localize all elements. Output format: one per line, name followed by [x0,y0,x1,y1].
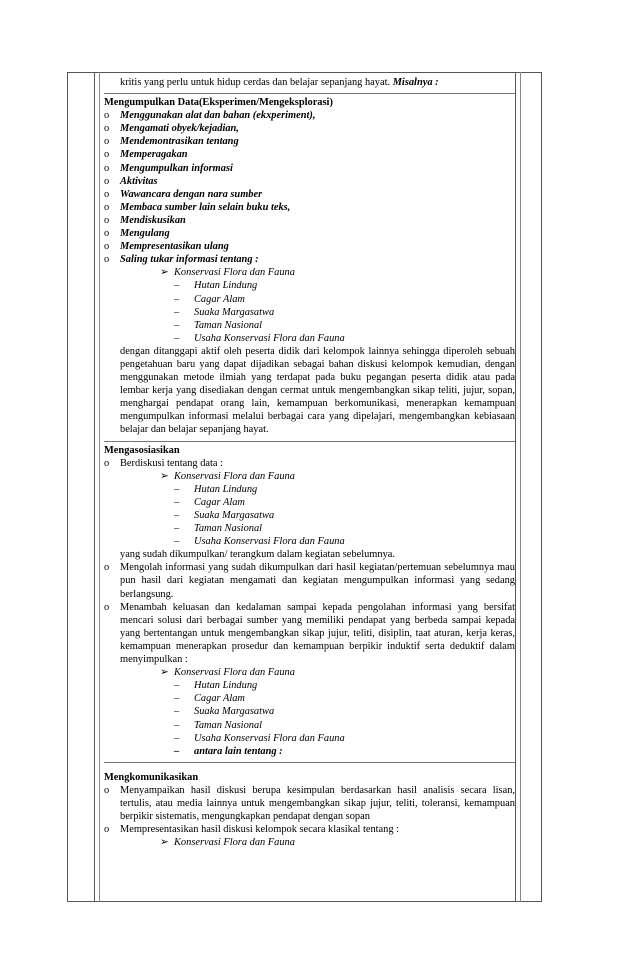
topic-item: ➢ Konservasi Flora dan Fauna [160,837,295,849]
subtopic-item: – Suaka Margasatwa [174,510,275,521]
subtopic-item: – Cagar Alam [174,693,245,705]
list-item: o Mempresentasikan hasil diskusi kelompok secara klasikal tentang : [104,824,400,836]
section-paragraph: dengan ditanggapi aktif oleh peserta didik dari kelompok lainnya sehingga diperoleh sebuah pengetahuan baru yang dapat dijadikan sebagai bahan diskusi kelompok kemudian, dengan menggunakan metode ilmiah yang terdapat pada buku pegangan peserta didik atau pada lembar kerja yang disediakan dengan cermat untuk mengembangkan sikap teliti, jujur, sopan, menghargai pendapat orang lain, kemampuan berkomunikasi, menerapkan kemampuan mengumpulkan informasi melalui berbagai cara yang dipelajari, mengembangkan kebiasaan belajar dan belajar sepanjang hayat. [120,345,515,436]
activity-content [104,76,515,853]
dash-bullet-icon: – [174,536,180,548]
intro-section [104,76,515,94]
topic-item: ➢ Konservasi Flora dan Fauna [160,267,295,279]
list-item: o Mengulang [104,228,170,240]
closing-item: – antara lain tentang : [174,745,283,757]
bullet-icon: o [104,162,110,174]
dash-bullet-icon: – [174,706,180,718]
arrow-bullet-icon: ➢ [160,267,169,279]
section-mengumpulkan-data [104,94,515,441]
subtopic-item: – Suaka Margasatwa [174,706,275,718]
subtopic-list [104,679,515,744]
bullet-icon: o [104,136,110,148]
list-item: o Menggunakan alat dan bahan (ekxperiment), [104,110,316,122]
table-left-column [67,72,95,902]
cell-right-border [520,72,521,902]
list-item: o Mendiskusikan [104,214,186,226]
intro-line: kritis yang perlu untuk hidup cerdas dan belajar sepanjang hayat. Misalnya : [120,77,439,88]
bullet-icon: o [104,241,110,253]
subtopic-item: – Hutan Lindung [174,483,258,495]
topic-item: ➢ Konservasi Flora dan Fauna [160,470,295,482]
dash-bullet-icon: – [174,306,180,318]
topic-item: ➢ Konservasi Flora dan Fauna [160,667,295,679]
bullet-icon: o [104,562,110,574]
list-item: o Membaca sumber lain selain buku teks, [104,201,291,213]
section-title: Mengumpulkan Data(Eksperimen/Mengeksplorasi) [104,97,333,109]
dash-bullet-icon: – [174,293,180,305]
subtopic-item: – Taman Nasional [174,319,263,331]
dash-bullet-icon: – [174,483,180,495]
subtopic-item: – Hutan Lindung [174,280,258,292]
list-item: o Saling tukar informasi tentang : [104,254,259,266]
list-item: o Mempresentasikan ulang [104,241,229,253]
dash-bullet-icon: – [174,693,180,705]
list-item: o Memperagakan [104,149,188,161]
bullet-icon: o [104,784,110,796]
list-item: o Berdiskusi tentang data : [104,457,224,469]
dash-bullet-icon: – [174,496,180,508]
section-mengasosiasikan [104,442,515,763]
subtopic-item: – Cagar Alam [174,496,245,508]
subtopic-item: – Usaha Konservasi Flora dan Fauna [174,732,345,744]
section-title: Mengasosiasikan [104,444,180,456]
bullet-list [104,109,515,266]
dash-bullet-icon: – [174,510,180,521]
dash-bullet-icon: – [174,332,180,344]
list-item: o Mengamati obyek/kejadian, [104,123,239,135]
section-title: Mengkomunikasikan [104,771,199,783]
subtopic-item: – Taman Nasional [174,719,263,731]
dash-bullet-icon: – [174,732,180,744]
section-mengkomunikasikan [104,763,515,854]
bullet-icon: o [104,149,110,161]
list-item: o Wawancara dengan nara sumber [104,188,263,200]
list-continuation: yang sudah dikumpulkan/ terangkum dalam kegiatan sebelumnya. [120,549,395,561]
bullet-icon: o [104,228,110,240]
dash-bullet-icon: – [174,719,180,731]
intro-emphasis: Misalnya : [392,77,439,88]
subtopic-item: – Suaka Margasatwa [174,306,275,318]
subtopic-item: – Cagar Alam [174,293,245,305]
arrow-bullet-icon: ➢ [160,470,169,482]
bullet-icon: o [104,188,110,200]
bullet-icon: o [104,254,110,266]
bullet-icon: o [104,175,110,187]
dash-bullet-icon: – [174,680,180,692]
subtopic-list [104,279,515,344]
dash-bullet-icon: – [174,280,180,292]
subtopic-item: – Usaha Konservasi Flora dan Fauna [174,332,345,344]
list-item: o Mengolah informasi yang sudah dikumpulkan dari hasil kegiatan/pertemuan sebelumnya mau pun hasil dari kegiatan mengamati dan kegiatan mengumpulkan informasi yang sedang berlangsung. [104,562,515,600]
subtopic-item: – Usaha Konservasi Flora dan Fauna [174,536,345,548]
arrow-bullet-icon: ➢ [160,667,169,679]
subtopic-item: – Taman Nasional [174,523,263,535]
list-item: o Mengumpulkan informasi [104,162,233,174]
dash-bullet-icon: – [174,523,180,535]
bullet-icon: o [104,601,110,613]
subtopic-list [104,483,515,548]
cell-left-border [99,72,100,902]
bullet-icon: o [104,457,110,469]
subtopic-item: – Hutan Lindung [174,680,258,692]
bullet-icon: o [104,110,110,122]
arrow-bullet-icon: ➢ [160,837,169,849]
bullet-icon: o [104,201,110,213]
dash-bullet-icon: – [174,745,180,757]
list-item: o Menyampaikan hasil diskusi berupa kesimpulan berdasarkan hasil analisis secara lisan, tertulis, atau media lainnya untuk mengembangkan sikap jujur, teliti, toleransi, kemampuan berpikir sistematis, mengungkapkan pendapat dengan sopan [104,784,515,823]
bullet-icon: o [104,214,110,226]
bullet-icon: o [104,123,110,135]
list-item: o Aktivitas [104,175,158,187]
list-item: o Mendemontrasikan tentang [104,136,239,148]
list-item: o Menambah keluasan dan kedalaman sampai kepada pengolahan informasi yang bersifat mencari solusi dari berbagai sumber yang memiliki pendapat yang berbeda sampai kepada yang bertentangan untuk mengembangkan sikap jujur, teliti, disiplin, taat aturan, kerja keras, kemampuan menerapkan prosedur dan kemampuan berpikir induktif serta deduktif dalam menyimpulkan : [104,601,515,666]
dash-bullet-icon: – [174,319,180,331]
bullet-icon: o [104,824,110,836]
